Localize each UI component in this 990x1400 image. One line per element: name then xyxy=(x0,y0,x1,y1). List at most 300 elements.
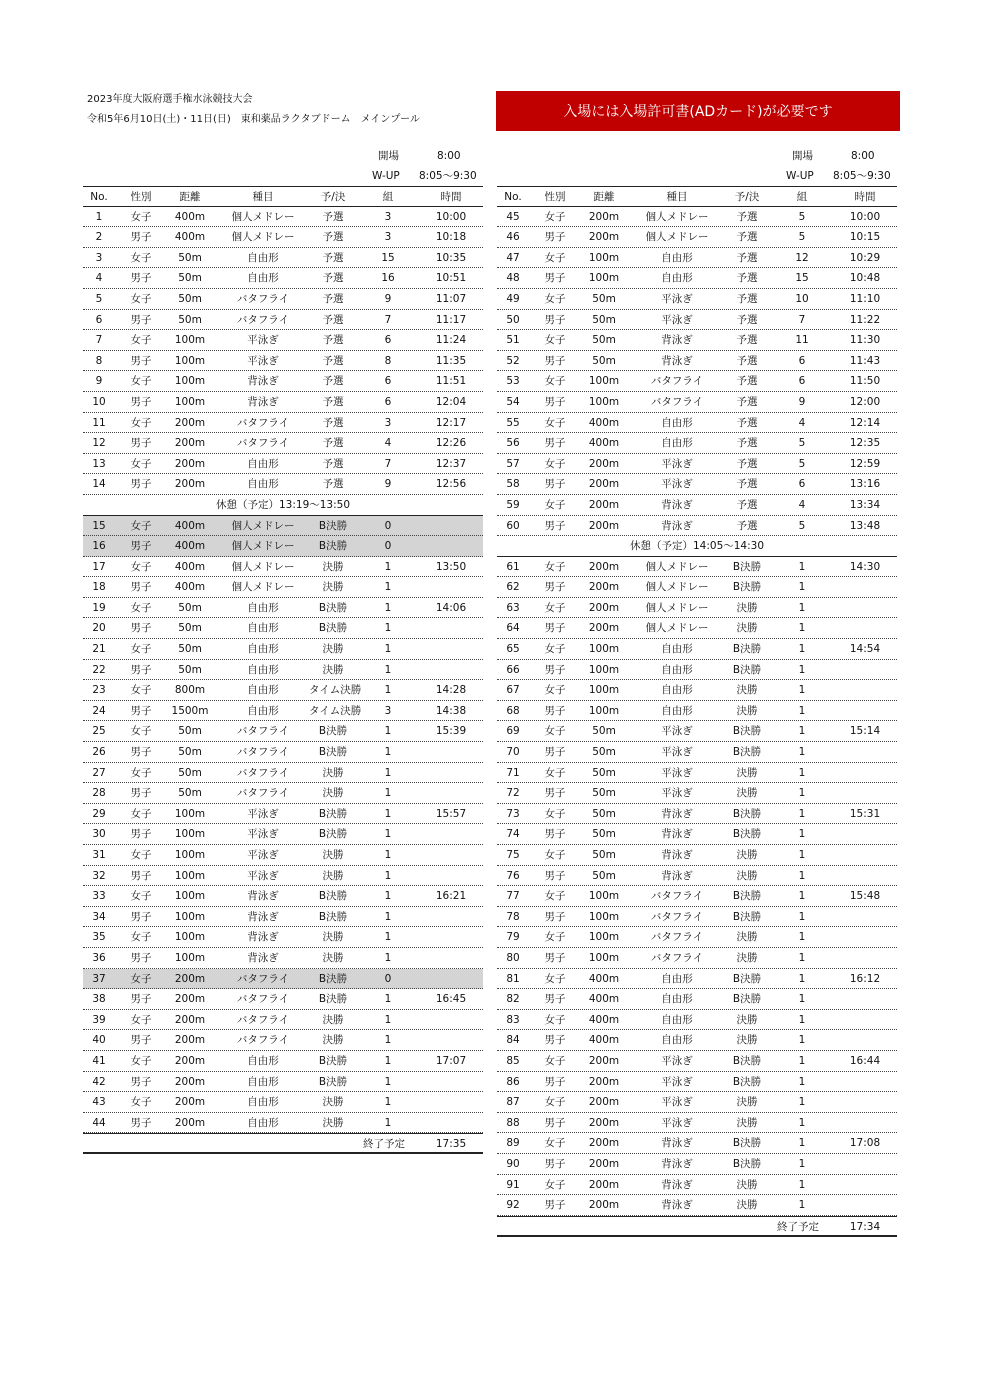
cell-event: 平泳ぎ xyxy=(661,313,693,326)
cell-round: 予選 xyxy=(736,334,758,347)
table-row xyxy=(497,289,897,310)
cell-distance: 100m xyxy=(174,890,206,903)
cell-distance: 200m xyxy=(588,601,620,614)
cell-event: 自由形 xyxy=(247,643,279,656)
cell-distance: 50m xyxy=(178,272,202,285)
cell-group: 1 xyxy=(798,1034,806,1047)
cell-sex: 女子 xyxy=(130,457,152,470)
cell-event: 平泳ぎ xyxy=(247,849,279,861)
table-row xyxy=(497,763,897,784)
cell-group: 15 xyxy=(381,251,395,264)
cell-no: 81 xyxy=(506,972,520,985)
cell-round: 決勝 xyxy=(322,766,344,779)
cell-sex: 女子 xyxy=(130,601,152,614)
cell-event: 背泳ぎ xyxy=(247,375,279,388)
cell-event: 自由形 xyxy=(247,1054,279,1067)
cell-group: 15 xyxy=(795,272,809,285)
cell-round: 決勝 xyxy=(322,1034,344,1047)
cell-no: 36 xyxy=(92,951,106,964)
cell-event: 背泳ぎ xyxy=(661,498,693,511)
cell-no: 2 xyxy=(95,231,103,244)
cell-group: 1 xyxy=(384,807,392,820)
cell-distance: 100m xyxy=(174,334,206,347)
cell-round: B決勝 xyxy=(318,890,348,903)
cell-group: 12 xyxy=(795,251,809,264)
cell-sex: 男子 xyxy=(130,354,152,367)
table-row xyxy=(83,680,483,701)
cell-round: 決勝 xyxy=(322,869,344,882)
admission-banner: 入場には入場許可書(ADカード)が必要です xyxy=(496,91,900,131)
cell-round: 決勝 xyxy=(736,766,758,779)
cell-round: 予選 xyxy=(322,272,344,285)
cell-distance: 100m xyxy=(588,375,620,388)
cell-sex: 女子 xyxy=(544,1013,566,1026)
cell-sex: 女子 xyxy=(130,725,152,738)
cell-no: 64 xyxy=(506,622,520,635)
table-row xyxy=(497,907,897,928)
table-row xyxy=(83,660,483,681)
cell-event: 自由形 xyxy=(661,993,693,1006)
cell-round: B決勝 xyxy=(318,622,348,635)
cell-time: 12:26 xyxy=(435,437,467,450)
cell-event: 自由形 xyxy=(247,478,279,491)
cell-distance: 100m xyxy=(588,704,620,717)
cell-sex: 男子 xyxy=(130,395,152,408)
cell-time: 10:29 xyxy=(849,251,881,264)
cell-distance: 50m xyxy=(178,292,202,305)
cell-sex: 女子 xyxy=(130,251,152,264)
event-title: 2023年度大阪府選手権水泳競技大会 xyxy=(87,94,253,105)
cell-distance: 50m xyxy=(592,354,616,367)
cell-event: バタフライ xyxy=(236,292,290,305)
cell-event: 自由形 xyxy=(661,1034,693,1047)
cell-sex: 女子 xyxy=(130,1054,152,1067)
cell-distance: 200m xyxy=(174,993,206,1006)
cell-round: 予選 xyxy=(736,313,758,326)
header-col-sex: 性別 xyxy=(544,191,566,203)
cell-sex: 女子 xyxy=(544,210,566,223)
cell-group: 6 xyxy=(384,334,392,347)
cell-distance: 50m xyxy=(178,643,202,656)
table-row xyxy=(83,804,483,825)
cell-event: バタフライ xyxy=(236,972,290,985)
cell-event: 自由形 xyxy=(247,457,279,470)
cell-event: 背泳ぎ xyxy=(661,849,693,861)
table-row xyxy=(497,1010,897,1031)
cell-round: 予選 xyxy=(736,437,758,450)
cell-distance: 100m xyxy=(174,869,206,882)
cell-event: 自由形 xyxy=(247,1096,279,1109)
cell-round: B決勝 xyxy=(318,807,348,820)
day1-open-label: 開場 xyxy=(378,150,399,162)
cell-sex: 男子 xyxy=(544,993,566,1006)
cell-event: 平泳ぎ xyxy=(661,1116,693,1129)
cell-sex: 男子 xyxy=(544,519,566,532)
table-row xyxy=(497,310,897,331)
cell-round: B決勝 xyxy=(732,890,762,903)
cell-sex: 男子 xyxy=(544,313,566,326)
cell-distance: 200m xyxy=(588,1054,620,1067)
table-row xyxy=(83,1051,483,1072)
cell-no: 56 xyxy=(506,437,520,450)
cell-time: 15:31 xyxy=(849,807,881,820)
cell-round: B決勝 xyxy=(732,581,762,594)
table-row xyxy=(83,536,483,557)
cell-sex: 男子 xyxy=(130,828,152,841)
cell-sex: 女子 xyxy=(130,684,152,697)
table-row xyxy=(497,618,897,639)
table-row xyxy=(83,1072,483,1093)
cell-time: 15:48 xyxy=(849,890,881,903)
cell-no: 38 xyxy=(92,993,106,1006)
cell-distance: 100m xyxy=(588,251,620,264)
cell-event: バタフライ xyxy=(650,931,704,944)
cell-distance: 50m xyxy=(592,334,616,347)
cell-time: 11:35 xyxy=(435,354,467,367)
cell-no: 71 xyxy=(506,766,520,779)
cell-distance: 50m xyxy=(178,787,202,800)
cell-no: 29 xyxy=(92,807,106,820)
cell-distance: 200m xyxy=(174,478,206,491)
cell-distance: 200m xyxy=(588,1157,620,1170)
day2-schedule-table xyxy=(497,186,897,1237)
cell-group: 1 xyxy=(798,951,806,964)
cell-round: 予選 xyxy=(736,416,758,429)
cell-event: 個人メドレー xyxy=(231,210,295,223)
table-row xyxy=(83,721,483,742)
cell-no: 83 xyxy=(506,1013,520,1026)
cell-no: 42 xyxy=(92,1075,106,1088)
cell-distance: 100m xyxy=(174,395,206,408)
cell-group: 1 xyxy=(384,787,392,800)
cell-sex: 女子 xyxy=(544,972,566,985)
cell-round: 決勝 xyxy=(736,684,758,697)
cell-group: 11 xyxy=(795,334,809,347)
cell-no: 48 xyxy=(506,272,520,285)
cell-no: 72 xyxy=(506,787,520,800)
cell-no: 85 xyxy=(506,1054,520,1067)
table-row xyxy=(497,721,897,742)
cell-sex: 女子 xyxy=(544,931,566,944)
table-row xyxy=(497,1030,897,1051)
cell-no: 50 xyxy=(506,313,520,326)
cell-group: 1 xyxy=(384,684,392,697)
cell-round: 予選 xyxy=(736,354,758,367)
cell-sex: 女子 xyxy=(130,416,152,429)
cell-group: 1 xyxy=(798,1054,806,1067)
cell-distance: 200m xyxy=(588,1075,620,1088)
cell-group: 1 xyxy=(384,849,392,861)
cell-event: 自由形 xyxy=(247,251,279,264)
cell-round: 予選 xyxy=(322,395,344,408)
table-row xyxy=(83,969,483,990)
cell-event: バタフライ xyxy=(650,375,704,388)
cell-distance: 50m xyxy=(592,746,616,759)
cell-distance: 100m xyxy=(174,931,206,944)
cell-no: 37 xyxy=(92,972,106,985)
cell-group: 1 xyxy=(384,766,392,779)
cell-time: 11:22 xyxy=(849,313,881,326)
cell-event: 平泳ぎ xyxy=(661,1054,693,1067)
cell-distance: 100m xyxy=(588,643,620,656)
cell-sex: 男子 xyxy=(130,581,152,594)
table-row xyxy=(83,330,483,351)
cell-sex: 女子 xyxy=(130,519,152,532)
cell-no: 44 xyxy=(92,1116,106,1129)
cell-sex: 男子 xyxy=(130,663,152,676)
cell-distance: 400m xyxy=(588,993,620,1006)
cell-group: 1 xyxy=(384,663,392,676)
cell-distance: 400m xyxy=(174,231,206,244)
cell-time: 14:54 xyxy=(849,643,881,656)
cell-distance: 50m xyxy=(592,828,616,841)
cell-sex: 女子 xyxy=(544,1096,566,1109)
table-row xyxy=(497,845,897,866)
cell-distance: 400m xyxy=(588,416,620,429)
cell-round: 決勝 xyxy=(322,663,344,676)
cell-group: 0 xyxy=(384,519,392,532)
cell-round: 決勝 xyxy=(736,1034,758,1047)
table-row xyxy=(83,618,483,639)
cell-no: 59 xyxy=(506,498,520,511)
cell-round: B決勝 xyxy=(318,1054,348,1067)
table-row xyxy=(497,1113,897,1134)
cell-event: 背泳ぎ xyxy=(247,890,279,903)
cell-sex: 女子 xyxy=(544,498,566,511)
table-row xyxy=(83,207,483,228)
cell-round: 決勝 xyxy=(736,1116,758,1129)
cell-group: 1 xyxy=(798,869,806,882)
cell-sex: 女子 xyxy=(544,725,566,738)
cell-group: 1 xyxy=(798,663,806,676)
cell-round: 予選 xyxy=(322,292,344,305)
cell-sex: 女子 xyxy=(130,849,152,861)
cell-event: 背泳ぎ xyxy=(247,951,279,964)
cell-group: 0 xyxy=(384,972,392,985)
end-row xyxy=(83,1133,483,1154)
cell-group: 3 xyxy=(384,704,392,717)
cell-event: 背泳ぎ xyxy=(247,931,279,944)
cell-distance: 200m xyxy=(588,1178,620,1191)
cell-sex: 男子 xyxy=(544,1034,566,1047)
cell-round: B決勝 xyxy=(732,560,762,573)
table-row xyxy=(497,886,897,907)
cell-sex: 男子 xyxy=(130,704,152,717)
day2-open-time: 8:00 xyxy=(851,150,875,162)
cell-event: 自由形 xyxy=(661,643,693,656)
table-header xyxy=(497,186,897,207)
cell-round: 予選 xyxy=(736,498,758,511)
cell-group: 8 xyxy=(384,354,392,367)
cell-event: 背泳ぎ xyxy=(661,828,693,841)
cell-distance: 100m xyxy=(174,375,206,388)
cell-no: 43 xyxy=(92,1096,106,1109)
cell-sex: 男子 xyxy=(130,622,152,635)
cell-event: 背泳ぎ xyxy=(661,1137,693,1150)
cell-time: 10:51 xyxy=(435,272,467,285)
cell-time: 11:10 xyxy=(849,292,881,305)
date-venue: 令和5年6月10日(土)・11日(日) 東和薬品ラクタブドーム メインプール xyxy=(87,114,420,125)
cell-sex: 男子 xyxy=(544,622,566,635)
cell-group: 10 xyxy=(795,292,809,305)
cell-distance: 200m xyxy=(174,1096,206,1109)
cell-distance: 400m xyxy=(174,210,206,223)
cell-group: 6 xyxy=(798,478,806,491)
cell-time: 15:57 xyxy=(435,807,467,820)
cell-distance: 200m xyxy=(174,1013,206,1026)
cell-no: 5 xyxy=(95,292,103,305)
cell-group: 1 xyxy=(798,684,806,697)
cell-round: 決勝 xyxy=(736,704,758,717)
cell-distance: 100m xyxy=(174,828,206,841)
cell-no: 87 xyxy=(506,1096,520,1109)
cell-no: 17 xyxy=(92,560,106,573)
cell-round: B決勝 xyxy=(732,807,762,820)
table-row xyxy=(497,701,897,722)
cell-group: 5 xyxy=(798,231,806,244)
cell-distance: 400m xyxy=(174,560,206,573)
cell-distance: 50m xyxy=(592,869,616,882)
table-row xyxy=(497,454,897,475)
cell-distance: 200m xyxy=(174,1116,206,1129)
cell-group: 1 xyxy=(798,828,806,841)
cell-group: 7 xyxy=(384,457,392,470)
cell-sex: 女子 xyxy=(130,972,152,985)
cell-round: B決勝 xyxy=(318,540,348,553)
header-col-distance: 距離 xyxy=(179,191,201,203)
end-label: 終了予定 xyxy=(363,1138,405,1151)
cell-round: 決勝 xyxy=(736,622,758,635)
table-row xyxy=(497,1175,897,1196)
cell-round: 予選 xyxy=(322,251,344,264)
cell-no: 24 xyxy=(92,704,106,717)
cell-event: 個人メドレー xyxy=(645,581,709,594)
cell-sex: 男子 xyxy=(130,1116,152,1129)
cell-distance: 100m xyxy=(174,849,206,861)
cell-event: 平泳ぎ xyxy=(661,766,693,779)
cell-sex: 男子 xyxy=(544,910,566,923)
cell-group: 7 xyxy=(798,313,806,326)
cell-round: B決勝 xyxy=(732,725,762,738)
cell-event: 自由形 xyxy=(661,972,693,985)
cell-group: 1 xyxy=(798,807,806,820)
cell-round: 決勝 xyxy=(736,601,758,614)
cell-group: 1 xyxy=(384,1116,392,1129)
end-time: 17:34 xyxy=(849,1220,881,1233)
cell-event: バタフライ xyxy=(236,993,290,1006)
cell-group: 4 xyxy=(798,416,806,429)
cell-event: 背泳ぎ xyxy=(661,1199,693,1212)
cell-round: B決勝 xyxy=(318,519,348,532)
cell-event: 自由形 xyxy=(661,251,693,264)
cell-no: 20 xyxy=(92,622,106,635)
cell-no: 28 xyxy=(92,787,106,800)
table-row xyxy=(497,207,897,228)
cell-group: 5 xyxy=(798,519,806,532)
cell-time: 11:51 xyxy=(435,375,467,388)
cell-no: 89 xyxy=(506,1137,520,1150)
table-row xyxy=(497,866,897,887)
table-row xyxy=(497,392,897,413)
table-row xyxy=(83,516,483,537)
cell-event: 背泳ぎ xyxy=(661,519,693,532)
cell-time: 10:35 xyxy=(435,251,467,264)
table-row xyxy=(497,433,897,454)
cell-time: 17:07 xyxy=(435,1054,467,1067)
cell-time: 16:45 xyxy=(435,993,467,1006)
cell-group: 1 xyxy=(798,993,806,1006)
table-row xyxy=(83,392,483,413)
cell-event: バタフライ xyxy=(236,416,290,429)
cell-event: 背泳ぎ xyxy=(661,869,693,882)
cell-round: B決勝 xyxy=(732,663,762,676)
cell-distance: 100m xyxy=(588,395,620,408)
cell-sex: 男子 xyxy=(544,231,566,244)
table-row xyxy=(497,1051,897,1072)
cell-event: 自由形 xyxy=(247,1116,279,1129)
cell-distance: 50m xyxy=(178,746,202,759)
table-row xyxy=(83,268,483,289)
cell-distance: 200m xyxy=(588,1116,620,1129)
table-row xyxy=(83,351,483,372)
cell-group: 3 xyxy=(384,231,392,244)
cell-time: 14:06 xyxy=(435,601,467,614)
cell-sex: 男子 xyxy=(544,951,566,964)
cell-round: 予選 xyxy=(322,354,344,367)
table-row xyxy=(83,783,483,804)
table-row xyxy=(83,1030,483,1051)
header-col-group: 組 xyxy=(796,191,808,203)
cell-event: 平泳ぎ xyxy=(247,354,279,367)
cell-no: 79 xyxy=(506,931,520,944)
cell-distance: 100m xyxy=(588,931,620,944)
cell-time: 13:50 xyxy=(435,560,467,573)
cell-round: 決勝 xyxy=(322,581,344,594)
cell-event: 背泳ぎ xyxy=(661,354,693,367)
cell-time: 11:17 xyxy=(435,313,467,326)
cell-distance: 100m xyxy=(588,684,620,697)
cell-event: 個人メドレー xyxy=(645,210,709,223)
cell-sex: 女子 xyxy=(544,643,566,656)
table-row xyxy=(83,1113,483,1134)
cell-round: 決勝 xyxy=(736,1199,758,1212)
cell-group: 1 xyxy=(798,1137,806,1150)
cell-distance: 200m xyxy=(588,622,620,635)
end-row xyxy=(497,1216,897,1237)
table-row xyxy=(497,371,897,392)
table-row xyxy=(83,289,483,310)
table-row xyxy=(497,516,897,537)
header-col-no: No. xyxy=(90,191,108,203)
cell-no: 90 xyxy=(506,1157,520,1170)
cell-time: 12:14 xyxy=(849,416,881,429)
cell-event: 個人メドレー xyxy=(231,540,295,553)
cell-event: 自由形 xyxy=(661,663,693,676)
cell-no: 15 xyxy=(92,519,106,532)
cell-no: 9 xyxy=(95,375,103,388)
cell-event: バタフライ xyxy=(236,437,290,450)
cell-group: 1 xyxy=(798,581,806,594)
cell-group: 1 xyxy=(384,951,392,964)
cell-round: B決勝 xyxy=(732,643,762,656)
table-row xyxy=(497,413,897,434)
cell-distance: 100m xyxy=(174,807,206,820)
day1-wup-label: W-UP xyxy=(372,170,400,182)
cell-round: B決勝 xyxy=(318,601,348,614)
cell-group: 0 xyxy=(384,540,392,553)
table-row xyxy=(83,989,483,1010)
cell-no: 78 xyxy=(506,910,520,923)
